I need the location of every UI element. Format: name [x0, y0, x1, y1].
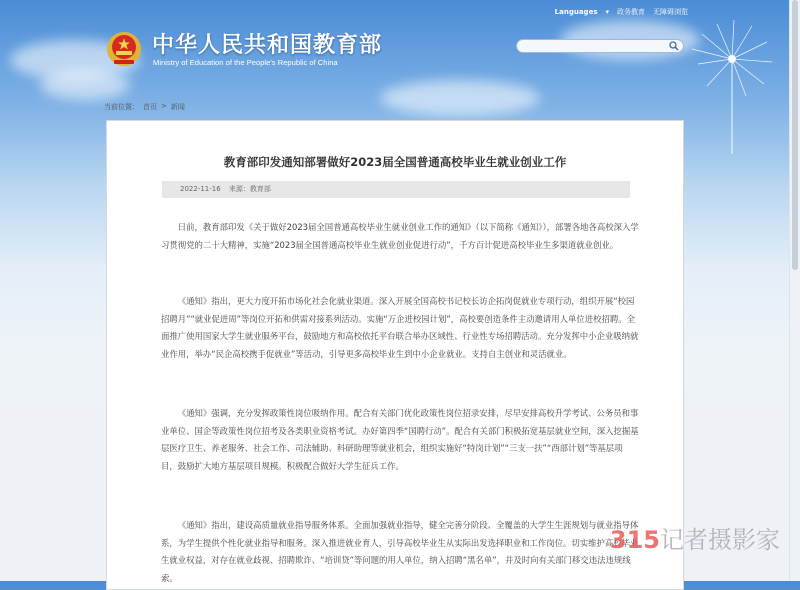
- top-link-government[interactable]: 政务教育: [617, 8, 645, 16]
- breadcrumb-item-news[interactable]: 新闻: [170, 103, 185, 111]
- top-links: [555, 7, 688, 17]
- cloud-decoration: [380, 80, 540, 116]
- site-subtitle: Ministry of Education of the People's Republic of China: [153, 58, 338, 67]
- watermark-text: 记者摄影家: [660, 526, 780, 554]
- article-title: 教育部印发通知部署做好2023届全国普通高校毕业生就业创业工作: [223, 155, 567, 169]
- article-paragraph: 《通知》指出，建设高质量就业指导服务体系。全面加强就业指导，健全完善分阶段、全覆盖的大学生生涯规划与就业指导体系，为学生提供个性化就业指导和服务。深入推进就业育人，引导高校毕业生从实际出发选择职业和工作岗位。切实维护高校毕业生就业权益，对存在就业歧视、招聘欺诈、“培训贷”等问题的用人单位，纳入招聘“黑名单”，并及时向有关部门移交违法违规线索。: [161, 520, 639, 583]
- scrollbar-thumb[interactable]: [792, 0, 798, 270]
- breadcrumb: [104, 102, 185, 112]
- watermark-number: 315: [609, 526, 660, 554]
- page-scrollbar[interactable]: [789, 0, 800, 581]
- article-card: [106, 120, 684, 590]
- search-box: [516, 39, 684, 53]
- search-icon[interactable]: [669, 41, 679, 51]
- article-paragraph: 日前，教育部印发《关于做好2023届全国普通高校毕业生就业创业工作的通知》（以下简称《通知》），部署各地各高校深入学习贯彻党的二十大精神，实施“2023届全国普通高校毕业生就业创业促进行动”，千方百计促进高校毕业生多渠道就业创业。: [161, 222, 639, 250]
- article-paragraph: 《通知》指出，更大力度开拓市场化社会化就业渠道。深入开展全国高校书记校长访企拓岗促就业专项行动，组织开展“校园招聘月”“就业促进周”等岗位开拓和供需对接系列活动。实施“万企进校园计划”，高校要创造条件主动邀请用人单位进校招聘。全面推广使用国家大学生就业服务平台，鼓励地方和高校依托平台联合举办区域性、行业性专场招聘活动。充分发挥中小企业吸纳就业作用，举办“民企高校携手促就业”等活动，引导更多高校毕业生到中小企业就业。支持自主创业和灵活就业。: [161, 296, 639, 359]
- search-input[interactable]: [517, 47, 669, 59]
- site-title: 中华人民共和国教育部: [152, 33, 383, 58]
- national-emblem-icon: [104, 30, 144, 68]
- dandelion-decoration: [672, 14, 782, 154]
- article-paragraph: 《通知》强调，充分发挥政策性岗位吸纳作用。配合有关部门优化政策性岗位招录安排，尽早安排高校升学考试、公务员和事业单位、国企等政策性岗位招考及各类职业资格考试。办好第四季“国聘行动”。配合有关部门积极拓宽基层就业空间，深入挖掘基层医疗卫生、养老服务、社会工作、司法辅助、科研助理等就业机会，组织实施好“特岗计划”“三支一扶”“西部计划”等基层项目，鼓励扩大地方基层项目规模。积极配合做好大学生征兵工作。: [161, 408, 639, 471]
- breadcrumb-prefix: 当前位置：: [104, 103, 139, 111]
- chevron-down-icon: ▾: [605, 8, 609, 16]
- article-source: 来源：教育部: [228, 185, 271, 193]
- watermark: [610, 520, 780, 555]
- breadcrumb-separator: >: [161, 102, 167, 110]
- cloud-decoration: [40, 70, 130, 100]
- article-date: 2022-11-16: [180, 185, 221, 193]
- article-meta: [162, 181, 630, 198]
- languages-button[interactable]: Languages: [554, 8, 598, 16]
- top-link-accessibility[interactable]: 无障碍浏览: [653, 8, 688, 16]
- breadcrumb-item-home[interactable]: 首页: [143, 103, 157, 111]
